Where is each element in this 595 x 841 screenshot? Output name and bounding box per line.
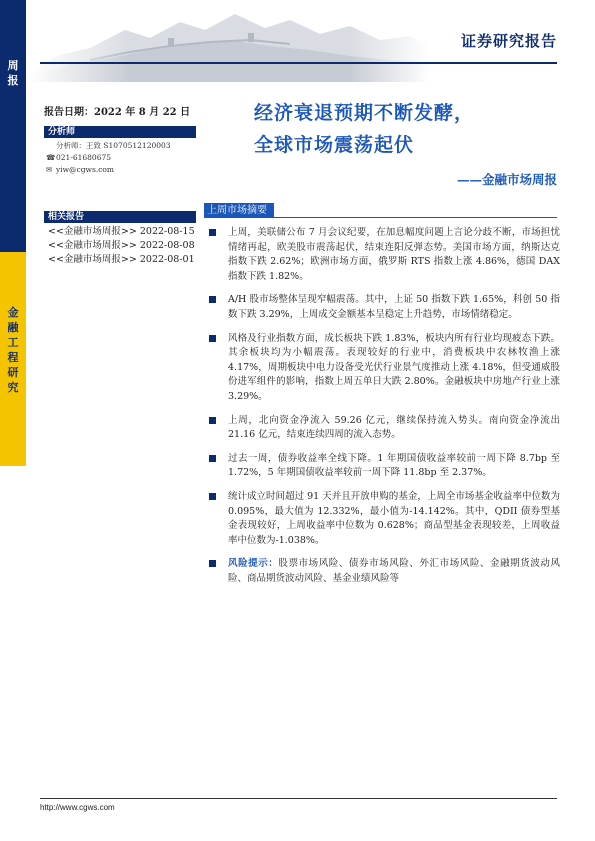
summary-bullet-list xyxy=(208,226,560,595)
summary-bullet: 上周，美联储公布 7 月会议纪要，在加息幅度问题上言论分歧不断，市场担忧情绪再起，欧美股市震荡起伏，结束连阳反弹态势。美国市场方面，纳斯达克指数下跌 2.62%；欧洲市场方面，俄罗斯 RTS 指数上涨 4.86%，德国 DAX 指数下跌 1.82%。 xyxy=(208,226,560,284)
bullet-square-icon xyxy=(209,493,216,500)
left-band-white-block xyxy=(0,466,26,841)
bullet-square-icon xyxy=(209,455,216,462)
risk-warning-label: 风险提示： xyxy=(228,558,279,570)
bullet-square-icon xyxy=(209,335,216,342)
report-kind-vertical-label: 周 报 xyxy=(7,59,19,87)
phone-icon: ☎ xyxy=(46,153,56,162)
report-date: 报告日期：2022 年 8 月 22 日 xyxy=(44,107,191,118)
risk-warning-text: 股票市场风险、债券市场风险、外汇市场风险、金融期货波动风险、商品期货波动风险、基金业绩风险等 xyxy=(228,558,560,584)
bullet-square-icon xyxy=(209,296,216,303)
risk-warning-bullet xyxy=(208,557,560,586)
related-report-link[interactable]: <<金融市场周报>> 2022-08-15 xyxy=(48,226,195,237)
main-title-line-2: 全球市场震荡起伏 xyxy=(254,134,415,156)
summary-heading-rule xyxy=(204,217,557,218)
header-divider xyxy=(40,62,557,64)
summary-heading: 上周市场摘要 xyxy=(204,203,274,218)
related-reports-heading: 相关报告 xyxy=(44,211,196,223)
summary-bullet: 过去一周，债券收益率全线下降。1 年期国债收益率较前一周下降 8.7bp 至 1.72%，5 年期国债收益率较前一周下降 11.8bp 至 2.37%。 xyxy=(208,452,560,481)
analyst-heading: 分析师 xyxy=(44,126,196,138)
summary-bullet: 风格及行业指数方面，成长板块下跌 1.83%，板块内所有行业均现疲态下跌。其余板块均为小幅震荡。表现较好的行业中，消费板块中农林牧渔上涨 4.17%，周期板块中电力设备受光伏行业景气度推动上涨 4.18%，但受通威股份进军组件的影响，指数上周五单日大跌 2.80%。金融板块中房地产行业上涨 3.29%。 xyxy=(208,332,560,405)
great-wall-banner-image xyxy=(30,0,430,82)
summary-bullet: 统计成立时间超过 91 天并且开放申购的基金，上周全市场基金收益率中位数为 0.095%，最大值为 12.332%，最小值为-14.142%。其中，QDII 债券型基金表现较好，上周收益率中位数为 0.628%；商品型基金表现较差，上周收益率中位数为-1.038%。 xyxy=(208,490,560,548)
footer-website-link[interactable]: http://www.cgws.com xyxy=(40,803,115,812)
analyst-email-row[interactable]: ✉ yiw@cgws.com xyxy=(46,165,115,174)
analyst-phone-row: ☎021-61680675 xyxy=(46,153,112,162)
footer-divider xyxy=(40,798,557,799)
summary-section-header xyxy=(204,203,557,218)
main-title xyxy=(254,97,474,161)
bullet-square-icon xyxy=(209,560,216,567)
report-subtitle: ——金融市场周报 xyxy=(456,172,557,187)
related-report-link[interactable]: <<金融市场周报>> 2022-08-08 xyxy=(48,240,195,251)
left-band xyxy=(0,0,26,841)
main-title-line-1: 经济衰退预期不断发酵， xyxy=(254,102,475,124)
research-category-vertical-label: 金 融 工 程 研 究 xyxy=(7,306,19,394)
left-band-navy-block xyxy=(0,0,26,252)
bullet-square-icon xyxy=(209,229,216,236)
bullet-square-icon xyxy=(209,417,216,424)
summary-bullet: 上周，北向资金净流入 59.26 亿元，继续保持流入势头。南向资金净流出 21.16 亿元，结束连续四周的流入态势。 xyxy=(208,414,560,443)
analyst-name-row: 分析师：王致 S1070512120003 xyxy=(56,141,171,150)
mail-icon: ✉ xyxy=(46,165,53,174)
related-report-link[interactable]: <<金融市场周报>> 2022-08-01 xyxy=(48,254,195,265)
report-type-title: 证券研究报告 xyxy=(460,32,557,50)
summary-bullet: A/H 股市场整体呈现窄幅震荡。其中，上证 50 指数下跌 1.65%，科创 50 指数下跌 3.29%，上周成交金额基本呈稳定上升趋势，市场情绪稳定。 xyxy=(208,293,560,322)
